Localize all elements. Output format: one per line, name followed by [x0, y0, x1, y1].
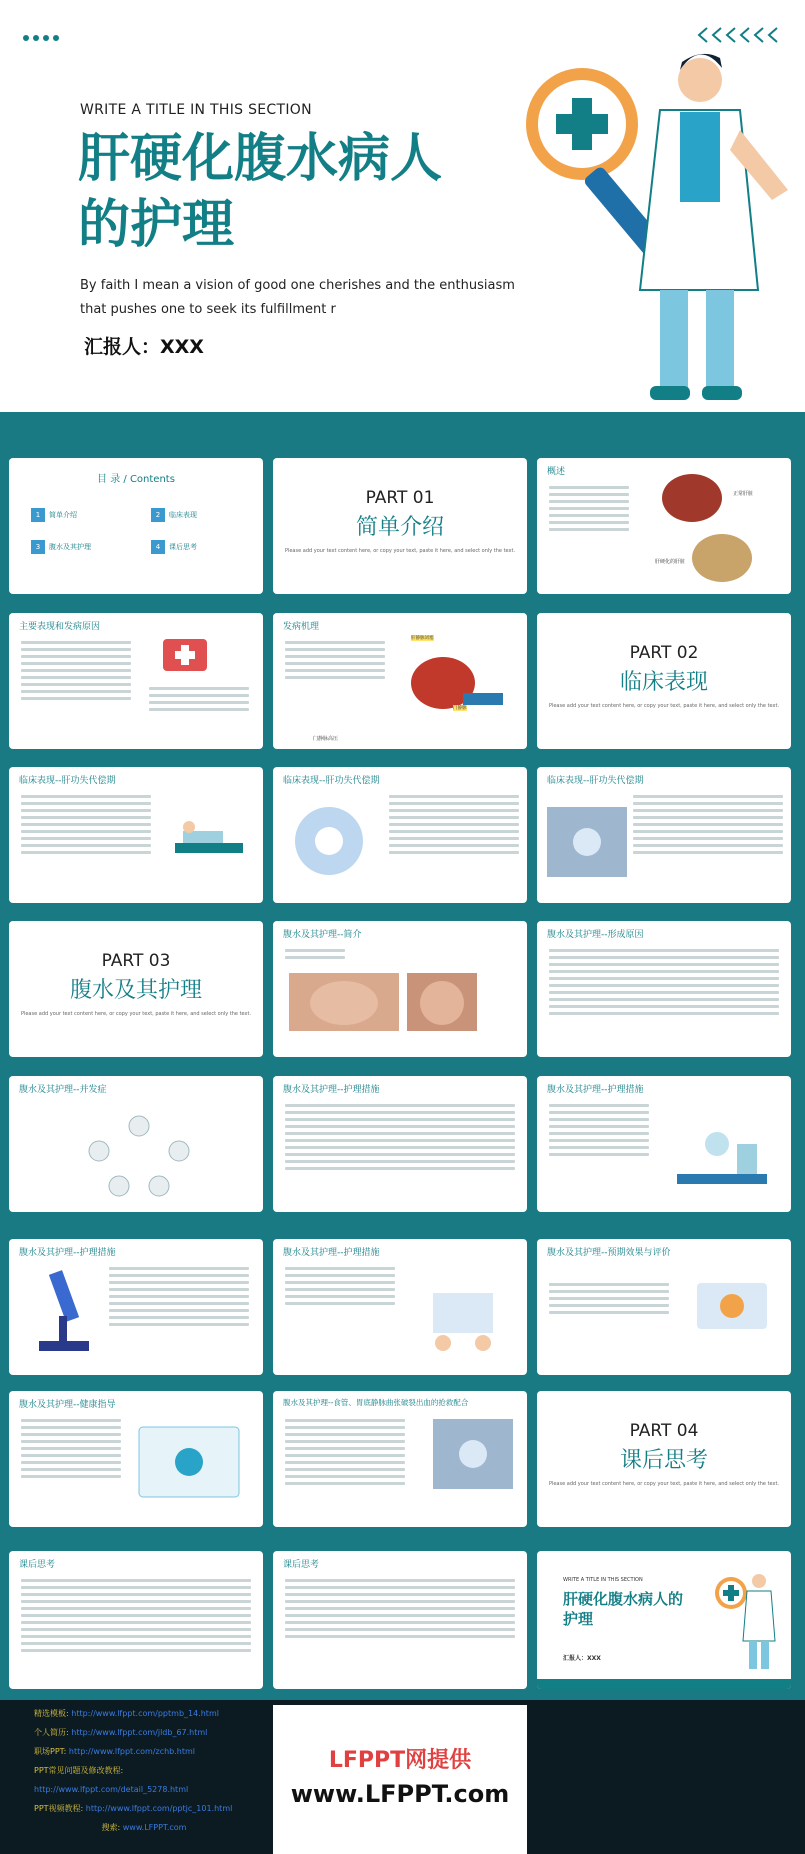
- slide-clinical-3[interactable]: [537, 767, 791, 903]
- slide-text-block: [549, 945, 779, 1019]
- link-url[interactable]: http://www.lfppt.com/pptmb_14.html: [71, 1709, 219, 1718]
- mini-reporter: 汇报人：XXX: [563, 1655, 601, 1662]
- abdomen-photo-1-icon: [289, 973, 399, 1031]
- label-hepatic-vein: 肝静脉闭塞: [411, 636, 434, 641]
- slide-header: 目 录 / Contents: [97, 474, 175, 485]
- toc-item[interactable]: [151, 508, 251, 522]
- normal-liver-icon: [657, 468, 727, 528]
- toc-item[interactable]: [151, 540, 251, 554]
- part-number: PART 04: [629, 1421, 699, 1441]
- doctor-screen-icon: [687, 1273, 777, 1353]
- slide-text-block: [549, 1279, 669, 1318]
- abdomen-photo-2-icon: [407, 973, 477, 1031]
- part-name: 临床表现: [619, 670, 708, 695]
- link-key: 个人简历:: [34, 1728, 69, 1737]
- slide-pathogenesis[interactable]: [273, 613, 527, 749]
- link-key: PPT视频教程:: [34, 1804, 84, 1813]
- footer-link-row[interactable]: [34, 1704, 254, 1723]
- medical-hand-icon: [291, 803, 367, 879]
- link-url[interactable]: http://www.lfppt.com/detail_5278.html: [34, 1785, 189, 1794]
- slide-text-block: [109, 1263, 249, 1330]
- slide-header: 概述: [547, 467, 566, 477]
- footer-link-row[interactable]: [34, 1818, 254, 1837]
- microscope-icon: [29, 1261, 99, 1361]
- hero-desc-line1: By faith I mean a vision of good one cherishes and the enthusiasm: [80, 278, 515, 293]
- part-name: 腹水及其护理: [69, 978, 202, 1003]
- cirrhotic-liver-icon: [687, 528, 757, 588]
- link-key: PPT常见问题及修改教程:: [34, 1766, 124, 1775]
- slide-care-measures-3[interactable]: [9, 1239, 263, 1375]
- slide-clinical-1[interactable]: [9, 767, 263, 903]
- toc-item[interactable]: [31, 508, 131, 522]
- slide-text-block: [285, 1100, 515, 1174]
- slide-reflection-2[interactable]: [273, 1551, 527, 1689]
- portal-vein-anatomy-icon: [403, 633, 513, 743]
- slide-header: 腹水及其护理--食管、胃底静脉曲张破裂出血的抢救配合: [283, 1398, 469, 1407]
- slide-part-03[interactable]: [9, 921, 263, 1057]
- hero-title-line2: 的护理: [78, 195, 235, 255]
- slide-text-block: [285, 1575, 515, 1642]
- slide-reflection-1[interactable]: [9, 1551, 263, 1689]
- link-url[interactable]: www.LFPPT.com: [122, 1823, 187, 1832]
- mini-band: [537, 1679, 791, 1689]
- slide-header: 腹水及其护理--简介: [283, 930, 362, 940]
- health-dashboard-icon: [129, 1417, 253, 1521]
- footer-link-row[interactable]: [34, 1742, 254, 1761]
- medical-photo-icon: [433, 1419, 513, 1489]
- slide-header: 临床表现--肝功失代偿期: [283, 776, 380, 786]
- slide-text-block: [21, 637, 131, 704]
- part-note: Please add your text content here, or copy your text, paste it here, and select only the text.: [20, 1011, 252, 1017]
- part-number: PART 03: [101, 951, 171, 971]
- slide-text-block: [389, 791, 519, 858]
- slide-part-01[interactable]: [273, 458, 527, 594]
- slide-health-guidance[interactable]: [9, 1391, 263, 1527]
- hero-title: [78, 126, 518, 258]
- mini-title: 肝硬化腹水病人的护理: [563, 1590, 684, 1628]
- complications-diagram-icon: [69, 1106, 209, 1206]
- slide-text-block: [21, 1575, 251, 1656]
- part-number: PART 02: [629, 643, 699, 663]
- footer-link-row[interactable]: [34, 1780, 254, 1799]
- slide-header: 主要表现和发病原因: [19, 622, 101, 632]
- slide-header: 腹水及其护理--并发症: [19, 1085, 107, 1095]
- slide-header: 发病机理: [283, 622, 320, 632]
- doctor-magnifier-illustration-icon: [520, 40, 805, 412]
- slide-header: 课后思考: [283, 1560, 320, 1570]
- slide-main-causes[interactable]: [9, 613, 263, 749]
- medical-team-icon: [413, 1273, 513, 1363]
- slide-care-measures-4[interactable]: [273, 1239, 527, 1375]
- part-block: [537, 1421, 791, 1488]
- hospital-bed-icon: [169, 803, 249, 873]
- slide-mini-cover[interactable]: [537, 1551, 791, 1689]
- slide-text-block: [285, 1263, 395, 1309]
- slide-text-block: [285, 1415, 405, 1489]
- footer-links: [34, 1704, 254, 1837]
- slide-contents[interactable]: [9, 458, 263, 594]
- brand-line2[interactable]: www.LFPPT.com: [290, 1780, 510, 1808]
- slide-ascites-intro[interactable]: [273, 921, 527, 1057]
- slide-clinical-2[interactable]: [273, 767, 527, 903]
- link-key: 职场PPT:: [34, 1747, 67, 1756]
- label-portal-hypertension: 门静脉高压: [313, 736, 339, 742]
- part-note: Please add your text content here, or copy your text, paste it here, and select only the text.: [548, 1481, 780, 1487]
- link-key: 精选模板:: [34, 1709, 69, 1718]
- toc-number: 3: [31, 540, 45, 554]
- slide-text-block: [285, 945, 345, 963]
- slide-header: 腹水及其护理--护理措施: [283, 1085, 380, 1095]
- footer-brand: [273, 1705, 527, 1854]
- label-cirrhotic-liver: 肝硬化的肝脏: [655, 559, 686, 565]
- toc-label: 简单介绍: [49, 511, 77, 519]
- part-block: [9, 951, 263, 1018]
- footer-link-row[interactable]: [34, 1761, 254, 1780]
- part-name: 简单介绍: [355, 515, 444, 540]
- toc-label: 腹水及其护理: [49, 543, 91, 551]
- slide-header: 课后思考: [19, 1560, 56, 1570]
- slide-text-block: [21, 1415, 121, 1482]
- link-url[interactable]: http://www.lfppt.com/pptjc_101.html: [85, 1804, 233, 1813]
- footer-right-panel: [537, 1705, 805, 1854]
- hero-cover-slide: [0, 0, 805, 412]
- hero-subtitle: WRITE A TITLE IN THIS SECTION: [80, 102, 312, 118]
- slide-text-block: [549, 482, 629, 535]
- slide-emergency-care[interactable]: [273, 1391, 527, 1527]
- part-name: 课后思考: [619, 1448, 708, 1473]
- slide-part-02[interactable]: [537, 613, 791, 749]
- hero-reporter: 汇报人：XXX: [84, 336, 204, 358]
- toc-item[interactable]: [31, 540, 131, 554]
- slide-header: 腹水及其护理--形成原因: [547, 930, 644, 940]
- toc-label: 临床表现: [169, 511, 197, 519]
- footer-link-row[interactable]: [34, 1723, 254, 1742]
- slide-care-measures-2[interactable]: [537, 1076, 791, 1212]
- link-url[interactable]: http://www.lfppt.com/zchb.html: [68, 1747, 196, 1756]
- part-block: [273, 488, 527, 555]
- slide-ascites-causes[interactable]: [537, 921, 791, 1057]
- toc-number: 1: [31, 508, 45, 522]
- label-normal-liver: 正常肝脏: [733, 491, 754, 497]
- slide-header: 临床表现--肝功失代偿期: [547, 776, 644, 786]
- slide-header: 腹水及其护理--护理措施: [19, 1248, 116, 1258]
- slide-header: 腹水及其护理--健康指导: [19, 1400, 116, 1410]
- link-url[interactable]: http://www.lfppt.com/jldb_67.html: [71, 1728, 208, 1737]
- slide-expected-results[interactable]: [537, 1239, 791, 1375]
- hero-title-line1: 肝硬化腹水病人: [78, 129, 443, 189]
- operating-room-icon: [667, 1124, 777, 1204]
- slide-header: 腹水及其护理--护理措施: [283, 1248, 380, 1258]
- slide-header: 腹水及其护理--预期效果与评价: [547, 1248, 671, 1258]
- label-portal-vein: 门静脉: [453, 706, 467, 711]
- slide-part-04[interactable]: [537, 1391, 791, 1527]
- slide-text-block-2: [149, 683, 249, 715]
- mini-doctor-icon: [713, 1567, 783, 1673]
- slide-care-measures-1[interactable]: [273, 1076, 527, 1212]
- slide-text-block: [549, 1100, 649, 1160]
- part-number: PART 01: [365, 488, 435, 508]
- slide-text-block: [633, 791, 783, 858]
- footer-link-row[interactable]: [34, 1799, 254, 1818]
- hero-desc-line2: that pushes one to seek its fulfillment r: [80, 302, 336, 317]
- part-note: Please add your text content here, or copy your text, paste it here, and select only the text.: [548, 703, 780, 709]
- slide-text-block: [21, 791, 151, 858]
- part-note: Please add your text content here, or copy your text, paste it here, and select only the text.: [284, 548, 516, 554]
- toc-number: 4: [151, 540, 165, 554]
- toc-label: 课后思考: [169, 543, 197, 551]
- link-key: 搜索:: [101, 1823, 121, 1832]
- decorative-dots-icon: [22, 32, 66, 44]
- slide-header: 腹水及其护理--护理措施: [547, 1085, 644, 1095]
- slide-overview[interactable]: [537, 458, 791, 594]
- slide-complications[interactable]: [9, 1076, 263, 1212]
- slide-header: 临床表现--肝功失代偿期: [19, 776, 116, 786]
- toc-number: 2: [151, 508, 165, 522]
- medical-kit-icon: [159, 627, 219, 677]
- part-block: [537, 643, 791, 710]
- mini-subtitle: WRITE A TITLE IN THIS SECTION: [563, 1577, 643, 1583]
- hero-description: [80, 274, 530, 322]
- brand-line1: LFPPT网提供: [328, 1748, 472, 1773]
- medical-hands-icon: [547, 807, 627, 877]
- toc-list: [31, 508, 251, 554]
- slide-text-block: [285, 637, 385, 683]
